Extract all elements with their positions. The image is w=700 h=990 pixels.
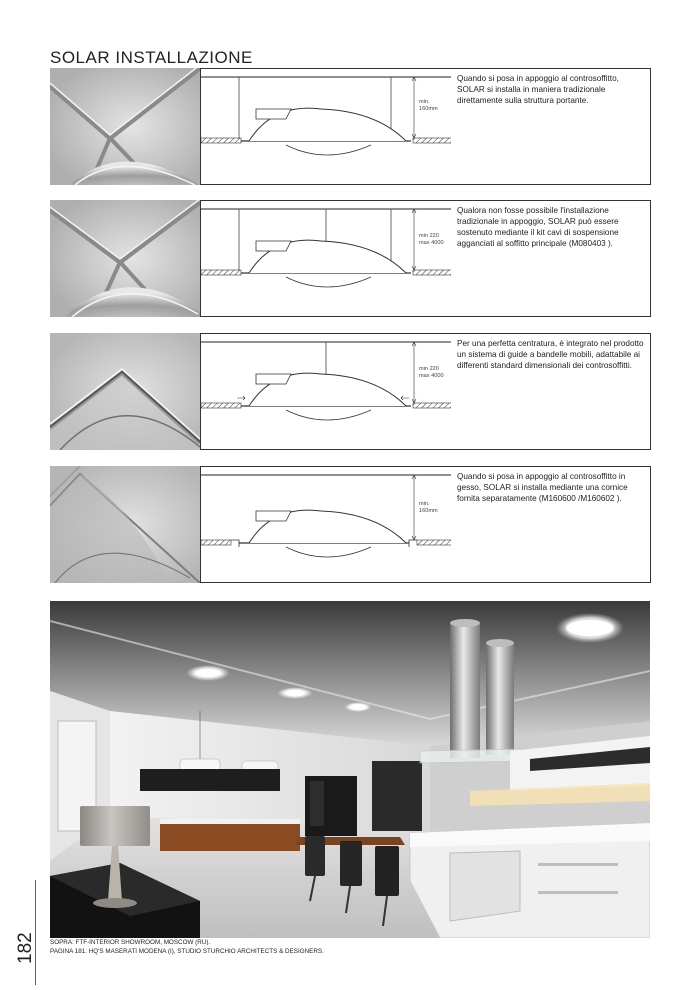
dimension-label: min 220 xyxy=(419,366,439,372)
installation-row-3 xyxy=(50,333,650,450)
dimension-label: 160mm xyxy=(419,508,438,514)
dimension-label: min. xyxy=(419,99,430,105)
dimension-label: 160mm xyxy=(419,106,438,112)
dimension-label: min 220 xyxy=(419,233,439,239)
installation-row-1 xyxy=(50,68,650,185)
description-text: Quando si posa in appoggio al controsoffitto in gesso, SOLAR si installa mediante una cornice fornita separatamente (M160600 /M160602 ). xyxy=(457,472,628,503)
showroom-photo xyxy=(50,601,650,938)
description-box-2 xyxy=(451,200,651,317)
page-title: SOLAR INSTALLAZIONE xyxy=(50,48,253,67)
installation-diagram-1 xyxy=(200,68,453,185)
dimension-label: max 4000 xyxy=(419,240,444,246)
ceiling-tile-photo-2 xyxy=(50,200,200,317)
description-text: Quando si posa in appoggio al controsoffitto, SOLAR si installa in maniera tradizionale direttamente sulla struttura portante. xyxy=(457,74,619,105)
installation-diagram-3 xyxy=(200,333,453,450)
ceiling-tile-photo-1 xyxy=(50,68,200,185)
installation-diagram-4 xyxy=(200,466,453,583)
ceiling-tile-photo-3 xyxy=(50,333,200,450)
description-text: Qualora non fosse possibile l'installazione tradizionale in appoggio, SOLAR può essere sostenuto mediante il kit cavi di sospensione agganciati al soffitto principale (M080403 ). xyxy=(457,206,619,248)
description-box-1 xyxy=(451,68,651,185)
installation-row-4 xyxy=(50,466,650,583)
description-text: Per una perfetta centratura, è integrato nel prodotto un sistema di guide a bandelle mobili, adattabile ai differenti standard dimensionali dei controsoffitti. xyxy=(457,339,644,370)
dimension-label: min. xyxy=(419,501,430,507)
ceiling-tile-photo-4 xyxy=(50,466,200,583)
description-box-4 xyxy=(451,466,651,583)
page-number: 182 xyxy=(15,932,36,964)
caption-line: SOPRA: FTF-INTERIOR SHOWROOM, MOSCOW (RU). xyxy=(50,939,211,946)
photo-caption xyxy=(50,939,324,956)
installation-diagram-2 xyxy=(200,200,453,317)
description-box-3 xyxy=(451,333,651,450)
installation-row-2 xyxy=(50,200,650,317)
dimension-label: max 4000 xyxy=(419,373,444,379)
caption-line: PAGINA 181: HQ'S MASERATI MODENA (I), STUDIO STURCHIO ARCHITECTS & DESIGNERS. xyxy=(50,947,324,955)
